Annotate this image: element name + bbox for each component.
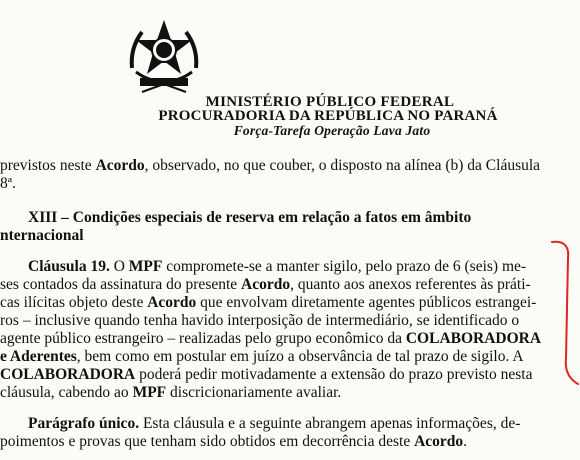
handwritten-bracket-mark: [548, 238, 580, 388]
text-segment: cas ilícitas objeto deste: [0, 294, 148, 311]
clause-19-line-2: [0, 276, 531, 294]
clause-19-line-5: [0, 330, 541, 348]
text-segment: cláusula, cabendo ao: [0, 384, 133, 401]
text-bold: Acordo: [241, 276, 291, 293]
text-segment: compromete-se a manter sigilo, pelo prazo de 6 (seis) me-: [162, 258, 527, 275]
clause-19-line-6: [0, 348, 524, 366]
text-segment: previstos neste: [0, 157, 96, 174]
text-bold: MPF: [132, 384, 167, 401]
paragraph-unico-line-1: [28, 415, 520, 433]
clause-19-line-8: [0, 384, 341, 402]
org-title-3: Força-Tarefa Operação Lava Jato: [233, 123, 431, 138]
text-bold: Acordo: [414, 433, 464, 450]
paragraph-unico-line-2: [0, 433, 467, 451]
text-bold: Acordo: [147, 294, 197, 311]
text-bold: COLABORADORA: [0, 366, 136, 383]
text-bold: Acordo: [95, 157, 145, 174]
section-title-line-2: [0, 227, 84, 245]
section-title-line-1: [28, 209, 471, 227]
text-segment: , bem como em postular em juízo a observância de tal prazo de sigilo. A: [76, 348, 524, 365]
paragraph-label: Parágrafo único.: [28, 415, 140, 432]
clause-19-line-4: ros – inclusive quando tenha havido interposição de intermediário, se identificado o: [0, 312, 520, 329]
clause-label: Cláusula 19.: [28, 258, 110, 275]
brazil-coat-of-arms-icon: [122, 18, 206, 96]
org-title-2: PROCURADORIA DA REPÚBLICA NO PARANÁ: [158, 108, 498, 124]
text-segment: Esta cláusula e a seguinte abrangem apenas informações, de-: [139, 415, 521, 432]
clause-19-line-1: [28, 258, 526, 276]
clause-19-line-3: [0, 294, 536, 312]
text-segment: poderá pedir motivadamente a extensão do prazo previsto nesta: [135, 366, 533, 383]
text-segment: que envolvam diretamente agentes públicos estrangei-: [196, 294, 537, 311]
text-segment: agente público estrangeiro – realizadas pelo grupo econômico da: [0, 330, 406, 347]
text-bold: e Aderentes: [0, 348, 77, 365]
text-bold: COLABORADORA: [405, 330, 542, 347]
text-segment: ses contados da assinatura do presente: [0, 276, 242, 293]
text-bold: MPF: [128, 258, 163, 275]
text-segment: , observado, no que couber, o disposto na alínea (b) da Cláusula: [144, 157, 541, 174]
text-segment: .: [463, 433, 468, 450]
text-segment: discricionariamente avaliar.: [166, 384, 342, 401]
text-segment: O: [109, 258, 129, 275]
body-line-1: [0, 157, 540, 175]
section-title-text: nternacional: [0, 227, 84, 244]
section-title-text: XIII – Condições especiais de reserva em relação a fatos em âmbito: [28, 209, 472, 226]
body-line-2: 8ª.: [0, 175, 16, 192]
clause-19-line-7: [0, 366, 532, 384]
org-title-1: MINISTÉRIO PÚBLICO FEDERAL: [205, 94, 455, 110]
text-segment: , quanto aos anexos referentes às práti-: [290, 276, 531, 293]
text-segment: poimentos e provas que tenham sido obtidos em decorrência deste: [0, 433, 415, 450]
